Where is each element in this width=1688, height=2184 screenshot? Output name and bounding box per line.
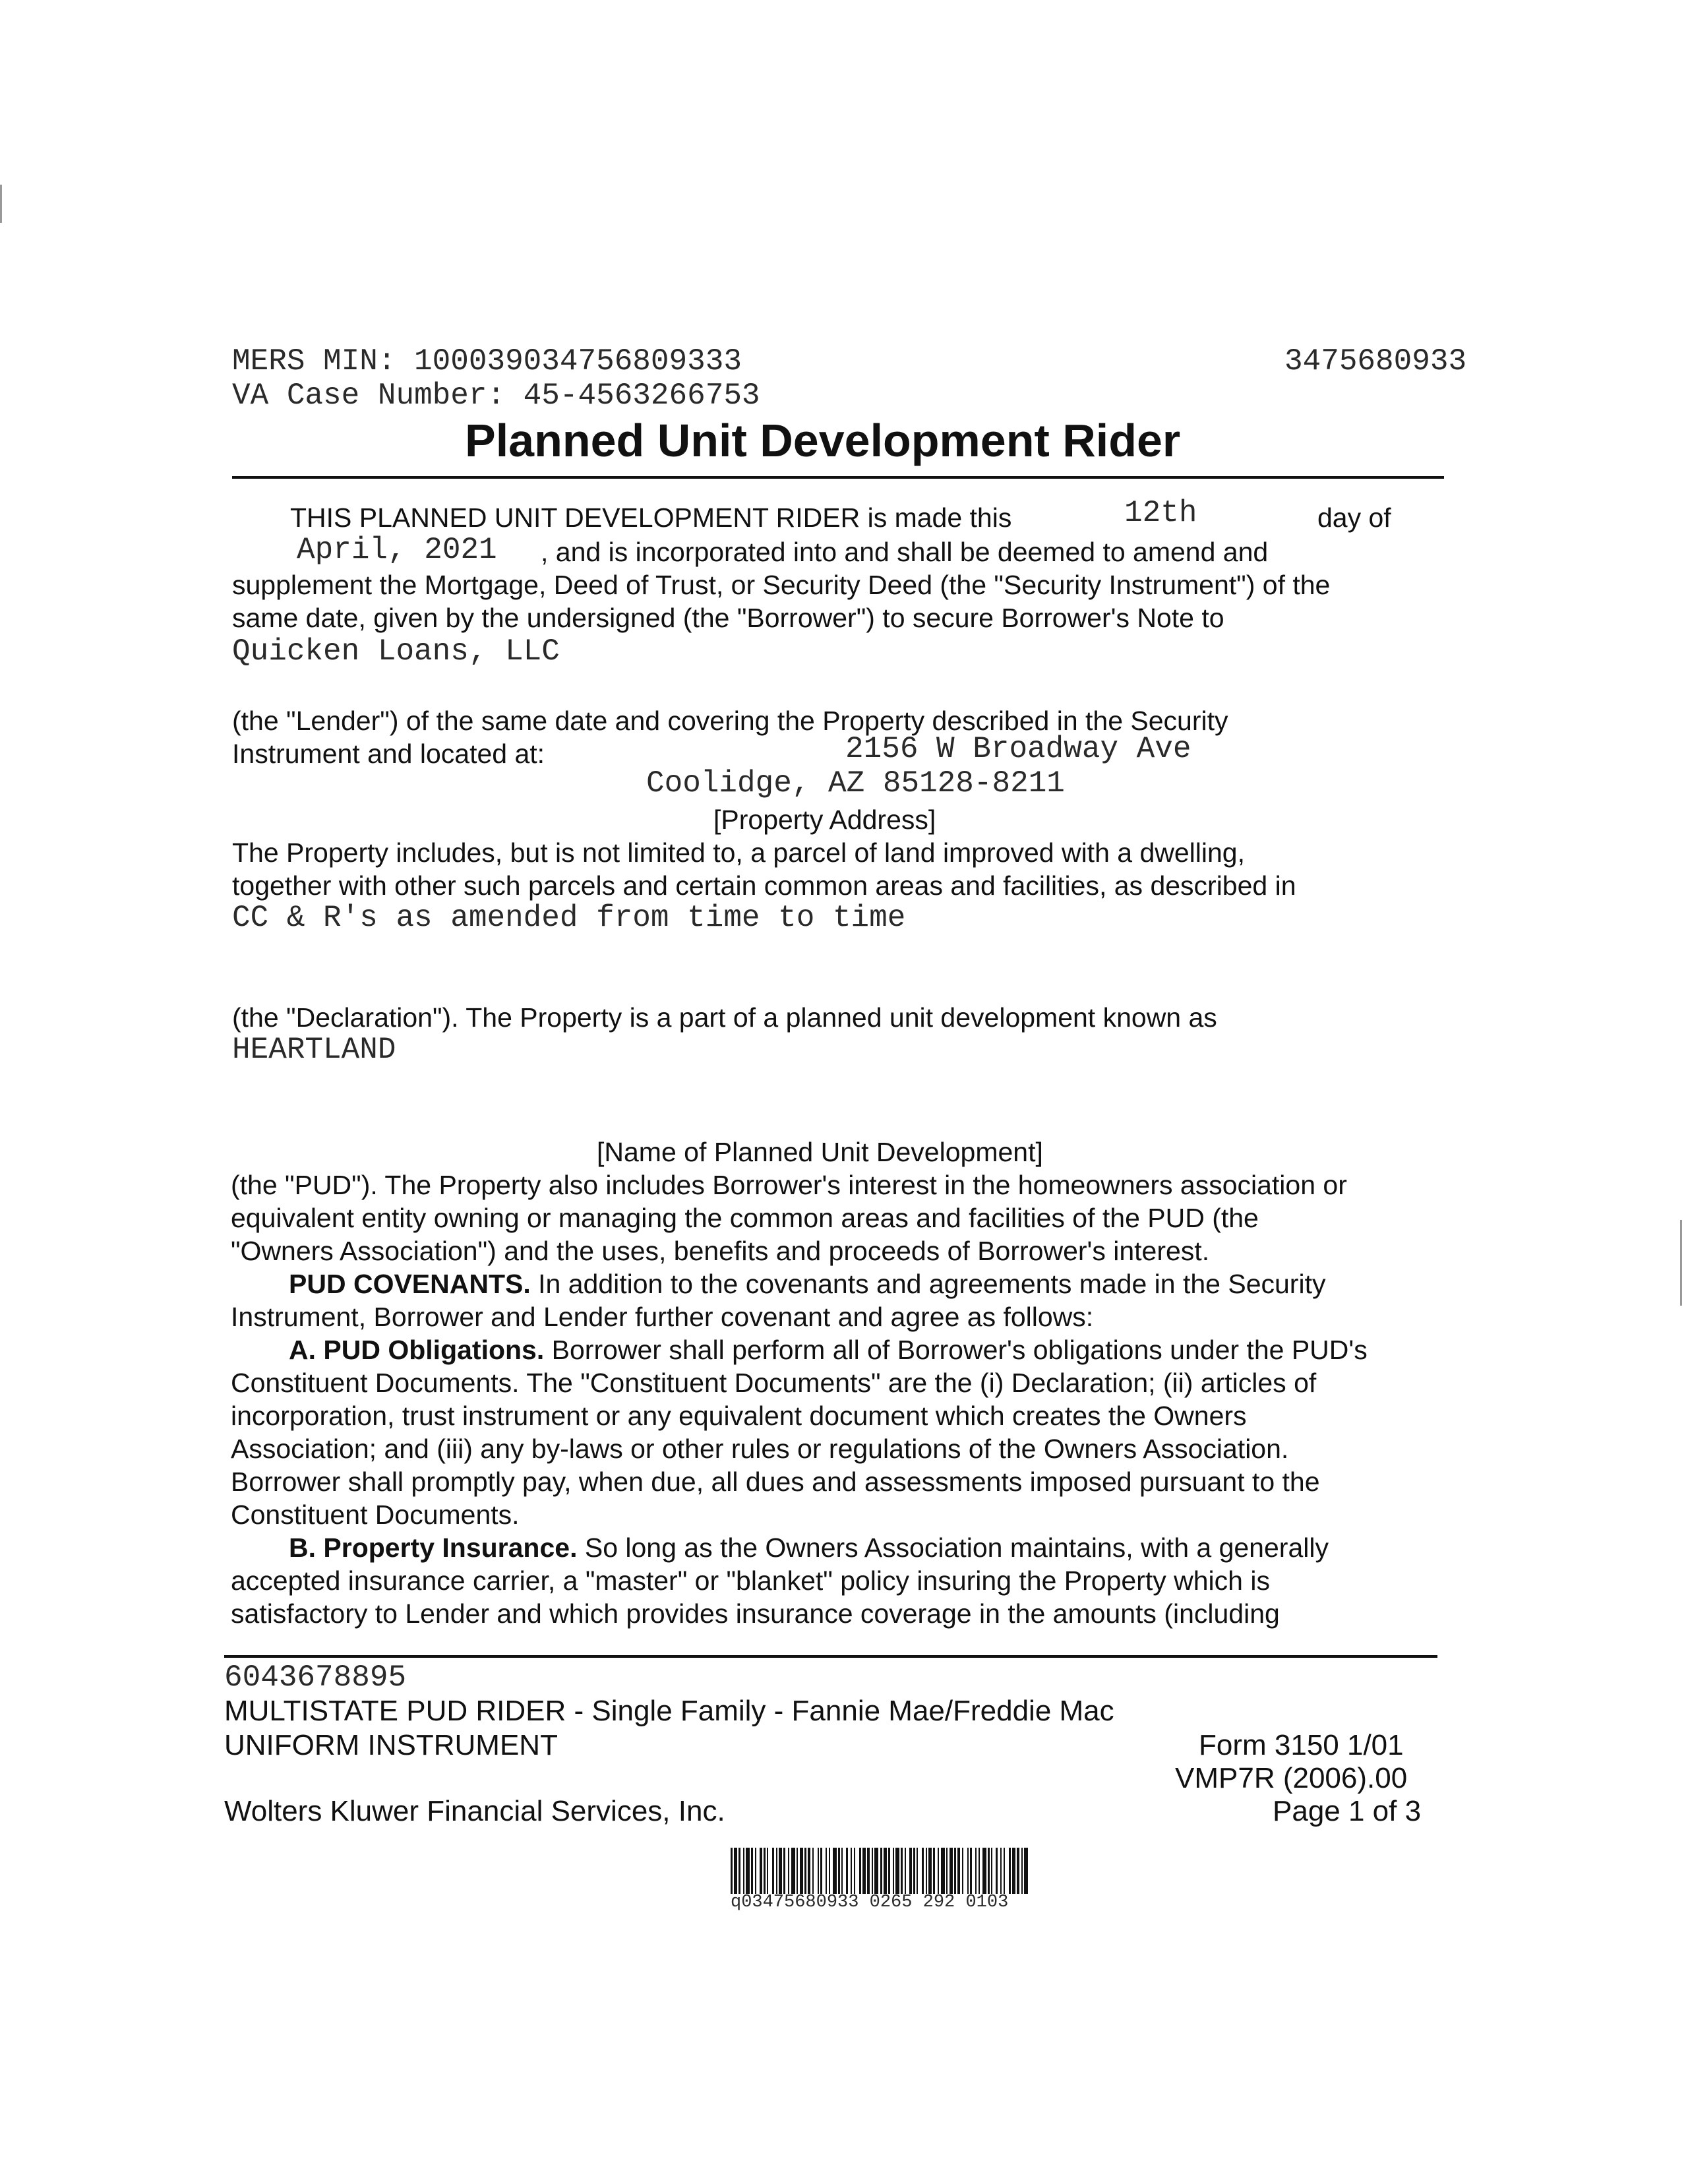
pud-name: HEARTLAND bbox=[232, 1033, 396, 1067]
declaration-name: CC & R's as amended from time to time bbox=[232, 901, 906, 935]
section-b bbox=[289, 1531, 1329, 1564]
section-a-line-2: Constituent Documents. The "Constituent Documents" are the (i) Declaration; (ii) articles of bbox=[231, 1368, 1317, 1398]
pud-line-1: (the "Declaration"). The Property is a part of a planned unit development known as bbox=[232, 1002, 1217, 1033]
scan-mark-right bbox=[1680, 1220, 1682, 1306]
footer-page-number: Page 1 of 3 bbox=[1273, 1795, 1422, 1827]
scan-mark-left bbox=[0, 185, 2, 223]
section-a-line-1: Borrower shall perform all of Borrower's obligations under the PUD's bbox=[544, 1335, 1368, 1365]
barcode bbox=[731, 1848, 1205, 1894]
barcode-text: q03475680933 0265 292 0103 bbox=[731, 1893, 1009, 1912]
covenants-intro bbox=[289, 1267, 1325, 1300]
property-desc-2: together with other such parcels and certain common areas and facilities, as described in bbox=[232, 870, 1296, 901]
intro-line-3: supplement the Mortgage, Deed of Trust, or Security Deed (the "Security Instrument") of the bbox=[232, 570, 1331, 600]
section-a-line-6: Constituent Documents. bbox=[231, 1500, 520, 1530]
section-b-line-3: satisfactory to Lender and which provides insurance coverage in the amounts (including bbox=[231, 1598, 1280, 1629]
footer-rule bbox=[224, 1655, 1437, 1658]
intro-line-2: , and is incorporated into and shall be deemed to amend and bbox=[541, 537, 1269, 567]
barcode-bar bbox=[1028, 1848, 1030, 1894]
mers-min: MERS MIN: 100039034756809333 bbox=[232, 344, 742, 379]
rider-day: 12th bbox=[1124, 496, 1197, 530]
pud-paragraph-2: equivalent entity owning or managing the common areas and facilities of the PUD (the bbox=[231, 1203, 1259, 1233]
section-a-heading: A. PUD Obligations. bbox=[289, 1335, 545, 1365]
property-line-2: Instrument and located at: bbox=[232, 739, 545, 769]
section-a-line-5: Borrower shall promptly pay, when due, all dues and assessments imposed pursuant to the bbox=[231, 1467, 1320, 1497]
property-desc-1: The Property includes, but is not limited to, a parcel of land improved with a dwelling, bbox=[232, 837, 1245, 868]
section-a-line-4: Association; and (iii) any by-laws or other rules or regulations of the Owners Association. bbox=[231, 1434, 1289, 1464]
section-b-line-2: accepted insurance carrier, a "master" or "blanket" policy insuring the Property which is bbox=[231, 1565, 1270, 1596]
section-a bbox=[289, 1333, 1368, 1366]
footer-publisher: Wolters Kluwer Financial Services, Inc. bbox=[224, 1795, 725, 1827]
section-a-line-3: incorporation, trust instrument or any equivalent document which creates the Owners bbox=[231, 1401, 1247, 1431]
footer-form-line-2: UNIFORM INSTRUMENT bbox=[224, 1729, 558, 1761]
section-b-line-1: So long as the Owners Association maintains, with a generally bbox=[577, 1532, 1329, 1563]
rider-date: April, 2021 bbox=[297, 533, 497, 567]
footer-doc-id: 6043678895 bbox=[224, 1660, 407, 1695]
footer-vmp: VMP7R (2006).00 bbox=[1175, 1762, 1408, 1794]
pud-paragraph-3: "Owners Association") and the uses, benefits and proceeds of Borrower's interest. bbox=[231, 1236, 1210, 1266]
va-case-number: VA Case Number: 45-4563266753 bbox=[232, 379, 760, 413]
property-address-city: Coolidge, AZ 85128-8211 bbox=[646, 766, 1065, 801]
property-line-1: (the "Lender") of the same date and covering the Property described in the Security bbox=[232, 706, 1228, 736]
title-rule bbox=[232, 476, 1444, 479]
footer-form-line-1: MULTISTATE PUD RIDER - Single Family - Fannie Mae/Freddie Mac bbox=[224, 1695, 1114, 1727]
section-b-heading: B. Property Insurance. bbox=[289, 1532, 578, 1563]
loan-number: 3475680933 bbox=[1284, 344, 1467, 379]
document-title: Planned Unit Development Rider bbox=[465, 415, 1181, 466]
lender-name: Quicken Loans, LLC bbox=[232, 634, 560, 669]
covenants-line-1: In addition to the covenants and agreements made in the Security bbox=[530, 1269, 1326, 1299]
intro-line-4: same date, given by the undersigned (the "Borrower") to secure Borrower's Note to bbox=[232, 603, 1224, 633]
pud-name-label: [Name of Planned Unit Development] bbox=[597, 1137, 1043, 1167]
footer-form-number: Form 3150 1/01 bbox=[1199, 1729, 1404, 1761]
day-of-label: day of bbox=[1317, 502, 1391, 533]
covenants-line-2: Instrument, Borrower and Lender further covenant and agree as follows: bbox=[231, 1302, 1094, 1332]
property-address-label: [Property Address] bbox=[713, 804, 936, 835]
intro-line-1: THIS PLANNED UNIT DEVELOPMENT RIDER is made this bbox=[290, 502, 1012, 533]
property-address-street: 2156 W Broadway Ave bbox=[845, 732, 1191, 766]
pud-paragraph-1: (the "PUD"). The Property also includes Borrower's interest in the homeowners association or bbox=[231, 1170, 1347, 1200]
covenants-heading: PUD COVENANTS. bbox=[289, 1269, 531, 1299]
